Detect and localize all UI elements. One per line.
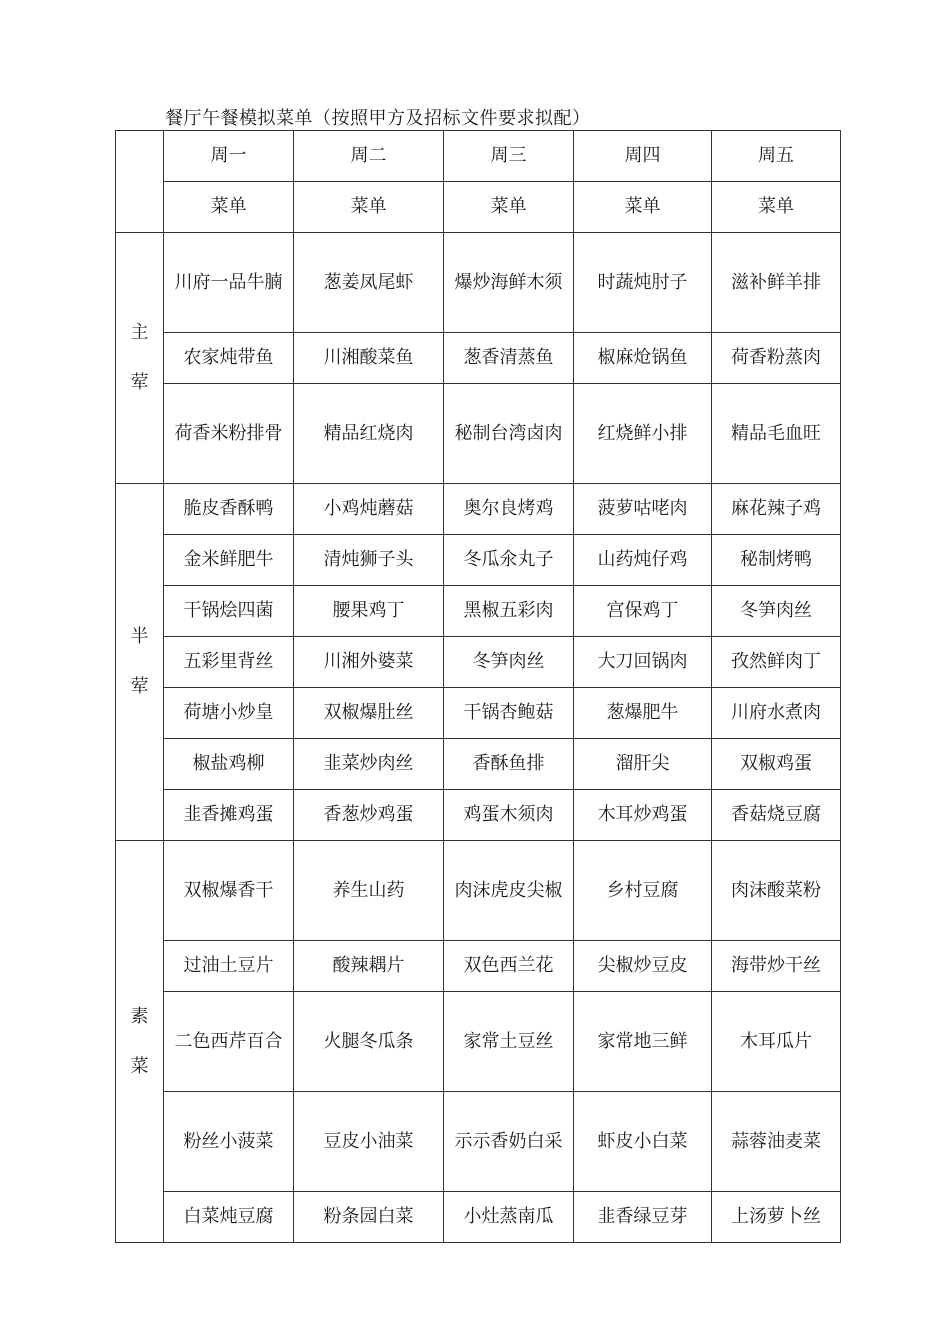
dish-row xyxy=(116,535,841,586)
dish-name: 五彩里背丝 xyxy=(183,651,274,672)
dish-name: 肉沫虎皮尖椒 xyxy=(454,879,563,901)
dish-name: 川湘外婆菜 xyxy=(323,651,414,672)
day-header-fri: 周五 xyxy=(712,131,841,182)
dish-name: 荷塘小炒皇 xyxy=(183,702,274,723)
dish-name: 二色西芹百合 xyxy=(174,1030,283,1052)
dish-cell xyxy=(712,484,841,535)
menu-label-row xyxy=(116,182,841,233)
menu-label-cell: 菜单 xyxy=(712,182,841,233)
dish-cell xyxy=(294,841,444,941)
dish-cell xyxy=(574,992,712,1092)
dish-name: 粉丝小菠菜 xyxy=(183,1130,274,1152)
day-header-tue: 周二 xyxy=(294,131,444,182)
dish-cell xyxy=(164,941,294,992)
dish-cell xyxy=(164,535,294,586)
dish-cell xyxy=(444,586,574,637)
dish-name: 腰果鸡丁 xyxy=(332,600,405,621)
dish-name: 双椒鸡蛋 xyxy=(740,753,812,774)
dish-cell xyxy=(444,535,574,586)
dish-cell xyxy=(574,841,712,941)
dish-name: 粉条园白菜 xyxy=(323,1206,414,1227)
dish-cell xyxy=(164,637,294,688)
dish-row xyxy=(116,992,841,1092)
dish-cell xyxy=(574,484,712,535)
dish-cell xyxy=(294,1192,444,1243)
dish-name: 葱香清蒸鱼 xyxy=(463,347,554,368)
dish-name: 鸡蛋木须肉 xyxy=(463,804,554,825)
dish-name: 葱爆肥牛 xyxy=(606,702,679,723)
dish-cell xyxy=(164,739,294,790)
category-label: 半荤 xyxy=(130,626,149,697)
dish-cell xyxy=(444,739,574,790)
dish-cell xyxy=(444,1092,574,1192)
dish-cell xyxy=(574,1092,712,1192)
dish-row xyxy=(116,586,841,637)
dish-cell xyxy=(574,384,712,484)
dish-name: 养生山药 xyxy=(332,879,405,901)
dish-name: 火腿冬瓜条 xyxy=(323,1030,414,1052)
category-half-meat xyxy=(116,484,164,841)
dish-cell xyxy=(294,790,444,841)
dish-name: 金米鲜肥牛 xyxy=(183,549,274,570)
dish-name: 乡村豆腐 xyxy=(606,879,679,901)
menu-table-body xyxy=(116,131,841,1243)
dish-name: 肉沫酸菜粉 xyxy=(731,879,821,901)
dish-cell xyxy=(712,384,841,484)
dish-cell xyxy=(444,941,574,992)
dish-cell xyxy=(164,384,294,484)
dish-name: 红烧鲜小排 xyxy=(597,422,688,444)
dish-row xyxy=(116,484,841,535)
dish-row xyxy=(116,1092,841,1192)
dish-cell xyxy=(164,333,294,384)
dish-cell xyxy=(712,688,841,739)
dish-name: 椒盐鸡柳 xyxy=(192,753,265,774)
dish-cell xyxy=(294,637,444,688)
dish-row xyxy=(116,384,841,484)
dish-cell xyxy=(444,1192,574,1243)
dish-name: 冬笋肉丝 xyxy=(740,600,812,621)
dish-cell xyxy=(712,841,841,941)
dish-cell xyxy=(712,637,841,688)
dish-name: 农家炖带鱼 xyxy=(183,347,274,368)
page-title: 餐厅午餐模拟菜单（按照甲方及招标文件要求拟配） xyxy=(165,108,591,129)
dish-name: 溜肝尖 xyxy=(615,753,670,774)
menu-label-cell: 菜单 xyxy=(294,182,444,233)
dish-name: 上汤萝卜丝 xyxy=(731,1206,821,1227)
dish-cell xyxy=(712,1092,841,1192)
dish-cell xyxy=(294,992,444,1092)
dish-name: 川府一品牛腩 xyxy=(174,271,283,293)
dish-name: 干锅杏鲍菇 xyxy=(463,702,554,723)
dish-row xyxy=(116,941,841,992)
dish-cell xyxy=(164,992,294,1092)
dish-name: 山药炖仔鸡 xyxy=(597,549,688,570)
dish-cell xyxy=(294,688,444,739)
dish-row xyxy=(116,1192,841,1243)
dish-name: 小鸡炖蘑菇 xyxy=(323,498,414,519)
dish-row xyxy=(116,233,841,333)
dish-name: 小灶蒸南瓜 xyxy=(463,1206,554,1227)
dish-cell xyxy=(294,941,444,992)
dish-cell xyxy=(574,790,712,841)
dish-row xyxy=(116,841,841,941)
dish-cell xyxy=(164,688,294,739)
dish-name: 椒麻炝锅鱼 xyxy=(597,347,688,368)
dish-cell xyxy=(164,233,294,333)
dish-cell xyxy=(712,1192,841,1243)
category-label: 素菜 xyxy=(130,1005,149,1077)
dish-cell xyxy=(574,333,712,384)
dish-cell xyxy=(574,637,712,688)
dish-cell xyxy=(574,941,712,992)
dish-cell xyxy=(444,637,574,688)
dish-name: 海带炒干丝 xyxy=(731,955,821,976)
dish-name: 家常土豆丝 xyxy=(463,1030,554,1052)
dish-row xyxy=(116,333,841,384)
dish-name: 木耳瓜片 xyxy=(740,1030,812,1052)
dish-cell xyxy=(164,790,294,841)
dish-cell xyxy=(294,484,444,535)
dish-name: 葱姜凤尾虾 xyxy=(323,271,414,293)
menu-table xyxy=(115,130,841,1243)
dish-cell xyxy=(712,992,841,1092)
dish-cell xyxy=(574,535,712,586)
dish-name: 大刀回锅肉 xyxy=(597,651,688,672)
dish-cell xyxy=(444,688,574,739)
dish-name: 荷香粉蒸肉 xyxy=(731,347,821,368)
dish-row xyxy=(116,637,841,688)
dish-cell xyxy=(712,233,841,333)
dish-name: 菠萝咕咾肉 xyxy=(597,498,688,519)
dish-cell xyxy=(444,841,574,941)
dish-cell xyxy=(712,535,841,586)
day-header-thu: 周四 xyxy=(574,131,712,182)
dish-cell xyxy=(164,484,294,535)
dish-name: 豆皮小油菜 xyxy=(323,1130,414,1152)
dish-cell xyxy=(574,739,712,790)
dish-name: 麻花辣子鸡 xyxy=(731,498,821,519)
dish-name: 宫保鸡丁 xyxy=(606,600,679,621)
dish-name: 香酥鱼排 xyxy=(472,753,545,774)
dish-cell xyxy=(164,586,294,637)
dish-name: 双椒爆香干 xyxy=(183,879,274,901)
dish-name: 香菇烧豆腐 xyxy=(731,804,821,825)
dish-name: 黑椒五彩肉 xyxy=(463,600,554,621)
corner-cell xyxy=(116,131,164,233)
day-header-wed: 周三 xyxy=(444,131,574,182)
dish-cell xyxy=(712,739,841,790)
dish-cell xyxy=(444,790,574,841)
dish-cell xyxy=(444,484,574,535)
menu-label-cell: 菜单 xyxy=(164,182,294,233)
dish-name: 韭菜炒肉丝 xyxy=(323,753,414,774)
dish-name: 精品毛血旺 xyxy=(731,422,821,444)
dish-name: 孜然鲜肉丁 xyxy=(731,651,821,672)
dish-name: 爆炒海鲜木须 xyxy=(454,271,563,293)
dish-name: 时蔬炖肘子 xyxy=(597,271,688,293)
dish-cell xyxy=(574,688,712,739)
dish-cell xyxy=(164,1092,294,1192)
dish-name: 清炖狮子头 xyxy=(323,549,414,570)
dish-name: 冬瓜氽丸子 xyxy=(463,549,554,570)
dish-cell xyxy=(164,841,294,941)
dish-cell xyxy=(294,1092,444,1192)
dish-name: 木耳炒鸡蛋 xyxy=(597,804,688,825)
dish-cell xyxy=(294,333,444,384)
dish-row xyxy=(116,739,841,790)
dish-cell xyxy=(294,535,444,586)
dish-name: 蒜蓉油麦菜 xyxy=(731,1130,821,1152)
dish-row xyxy=(116,790,841,841)
dish-name: 尖椒炒豆皮 xyxy=(597,955,688,976)
category-main-meat xyxy=(116,233,164,484)
dish-name: 酸辣耦片 xyxy=(332,955,405,976)
dish-name: 韭香摊鸡蛋 xyxy=(183,804,274,825)
dish-cell xyxy=(444,233,574,333)
dish-name: 秘制台湾卤肉 xyxy=(454,422,563,444)
dish-cell xyxy=(294,384,444,484)
dish-name: 秘制烤鸭 xyxy=(740,549,812,570)
dish-cell xyxy=(444,992,574,1092)
dish-name: 奥尔良烤鸡 xyxy=(463,498,554,519)
dish-name: 白菜炖豆腐 xyxy=(183,1206,274,1227)
dish-cell xyxy=(444,333,574,384)
dish-name: 双色西兰花 xyxy=(463,955,554,976)
day-header-row xyxy=(116,131,841,182)
dish-cell xyxy=(294,233,444,333)
dish-name: 虾皮小白菜 xyxy=(597,1130,688,1152)
day-header-mon: 周一 xyxy=(164,131,294,182)
dish-name: 过油土豆片 xyxy=(183,955,274,976)
dish-cell xyxy=(164,1192,294,1243)
menu-label-cell: 菜单 xyxy=(574,182,712,233)
dish-cell xyxy=(712,790,841,841)
dish-name: 精品红烧肉 xyxy=(323,422,414,444)
dish-name: 川湘酸菜鱼 xyxy=(323,347,414,368)
dish-cell xyxy=(444,384,574,484)
dish-name: 香葱炒鸡蛋 xyxy=(323,804,414,825)
dish-cell xyxy=(294,586,444,637)
dish-cell xyxy=(294,739,444,790)
dish-name: 荷香米粉排骨 xyxy=(174,422,283,444)
dish-name: 滋补鲜羊排 xyxy=(731,271,821,293)
dish-cell xyxy=(712,941,841,992)
dish-name: 示示香奶白采 xyxy=(454,1130,563,1152)
dish-name: 干锅烩四菌 xyxy=(183,600,274,621)
category-label: 主荤 xyxy=(130,322,149,393)
dish-name: 川府水煮肉 xyxy=(731,702,821,723)
dish-row xyxy=(116,688,841,739)
dish-name: 韭香绿豆芽 xyxy=(597,1206,688,1227)
dish-cell xyxy=(574,586,712,637)
dish-cell xyxy=(712,333,841,384)
dish-name: 家常地三鲜 xyxy=(597,1030,688,1052)
dish-cell xyxy=(712,586,841,637)
dish-name: 双椒爆肚丝 xyxy=(323,702,414,723)
category-vegetable xyxy=(116,841,164,1243)
dish-cell xyxy=(574,1192,712,1243)
menu-label-cell: 菜单 xyxy=(444,182,574,233)
dish-name: 脆皮香酥鸭 xyxy=(183,498,274,519)
dish-cell xyxy=(574,233,712,333)
dish-name: 冬笋肉丝 xyxy=(472,651,545,672)
